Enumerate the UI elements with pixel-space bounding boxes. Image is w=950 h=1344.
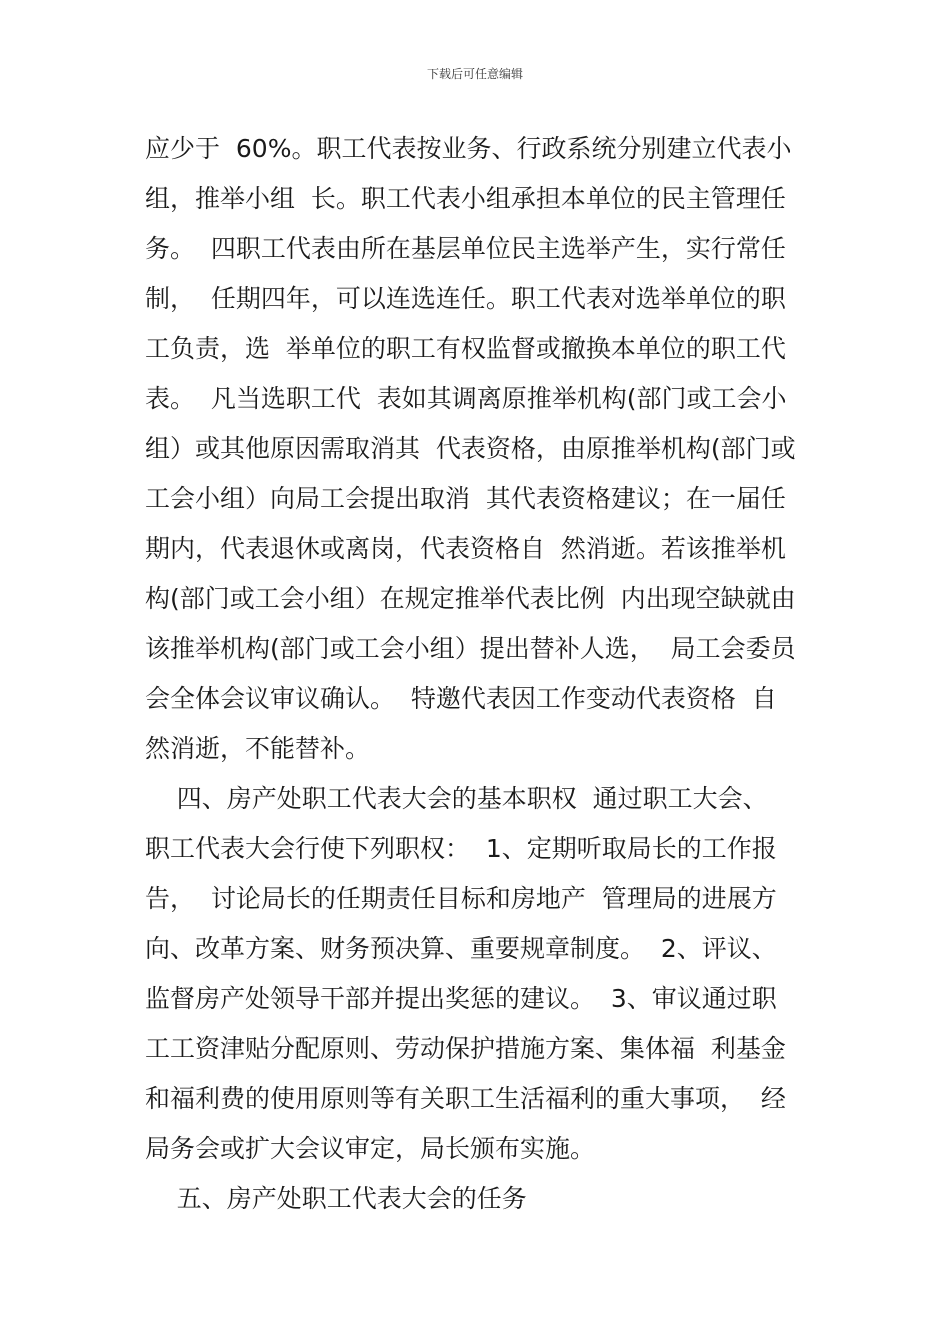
page-header: 下载后可任意编辑: [426, 67, 523, 81]
text-line: 该推举机构(部门或工会小组）提出替补人选， 局工会委员: [145, 634, 796, 663]
document-body: [145, 124, 810, 1224]
text-line: 职工代表大会行使下列职权： 1、定期听取局长的工作报: [145, 834, 777, 863]
text-line: 四、房产处职工代表大会的基本职权 通过职工大会、: [145, 784, 768, 813]
text-line: 务。 四职工代表由所在基层单位民主选举产生，实行常任: [145, 234, 786, 263]
text-line: 工工资津贴分配原则、劳动保护措施方案、集体福 利基金: [145, 1034, 786, 1063]
text-line: 构(部门或工会小组）在规定推举代表比例 内出现空缺就由: [145, 584, 796, 613]
text-line: 工会小组）向局工会提出取消 其代表资格建议；在一届任: [145, 484, 786, 513]
text-line: 然消逝，不能替补。: [145, 734, 371, 763]
text-line: 期内，代表退休或离岗，代表资格自 然消逝。若该推举机: [145, 534, 786, 563]
text-line: 告， 讨论局长的任期责任目标和房地产 管理局的进展方: [145, 884, 777, 913]
text-line: 会全体会议审议确认。 特邀代表因工作变动代表资格 自: [145, 684, 777, 713]
text-line: 工负责，选 举单位的职工有权监督或撤换本单位的职工代: [145, 334, 786, 363]
text-line: 局务会或扩大会议审定，局长颁布实施。: [145, 1134, 596, 1163]
text-line: 向、改革方案、财务预决算、重要规章制度。 2、评议、: [145, 934, 777, 963]
text-line: 表。 凡当选职工代 表如其调离原推举机构(部门或工会小: [145, 384, 787, 413]
text-line: 制， 任期四年，可以连选连任。职工代表对选举单位的职: [145, 284, 786, 313]
text-line: 五、房产处职工代表大会的任务: [145, 1184, 527, 1213]
text-line: 和福利费的使用原则等有关职工生活福利的重大事项， 经: [145, 1084, 786, 1113]
text-line: 组）或其他原因需取消其 代表资格，由原推举机构(部门或: [145, 434, 796, 463]
text-line: 监督房产处领导干部并提出奖惩的建议。 3、审议通过职: [145, 984, 777, 1013]
text-line: 组，推举小组 长。职工代表小组承担本单位的民主管理任: [145, 184, 786, 213]
text-line: 应少于 60%。职工代表按业务、行政系统分别建立代表小: [145, 134, 792, 163]
